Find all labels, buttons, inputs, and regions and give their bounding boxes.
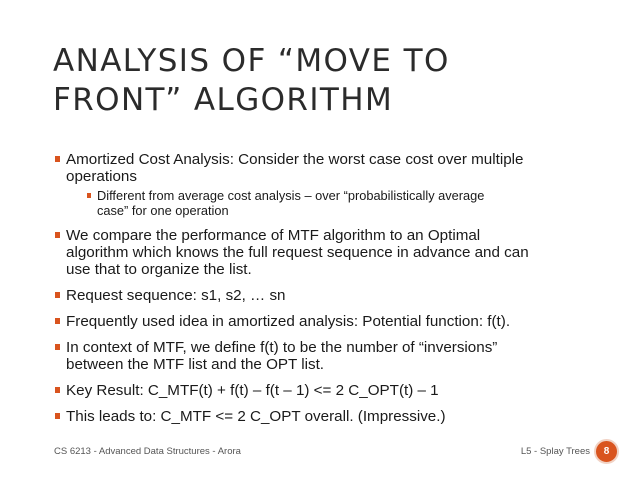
- bullet-key-result: Key Result: C_MTF(t) + f(t) – f(t – 1) <= 2 C_OPT(t) – 1: [53, 382, 613, 399]
- bullet-list: [53, 151, 613, 434]
- title-line-2: FRONT” ALGORITHM: [53, 82, 394, 118]
- sub-bullet-average-cost: Different from average cost analysis – over “probabilistically average case” for one operation: [85, 189, 613, 218]
- bullet-request-sequence: Request sequence: s1, s2, … sn: [53, 287, 613, 304]
- slide-title: [53, 42, 613, 120]
- bullet-potential-function: Frequently used idea in amortized analysis: Potential function: f(t).: [53, 313, 613, 330]
- title-line-1: ANALYSIS OF “MOVE TO: [53, 43, 450, 79]
- bullet-conclusion: This leads to: C_MTF <= 2 C_OPT overall. (Impressive.): [53, 408, 613, 425]
- bullet-amortized-cost: Amortized Cost Analysis: Consider the worst case cost over multiple operations Different from average cost analysis – over “probabilistically average case” for one operation: [53, 151, 613, 218]
- page-number-badge: 8: [594, 439, 619, 464]
- bullet-inversions: In context of MTF, we define f(t) to be the number of “inversions” between the MTF list and the OPT list.: [53, 339, 613, 373]
- bullet-compare-optimal: We compare the performance of MTF algorithm to an Optimal algorithm which knows the full request sequence in advance and can use that to organize the list.: [53, 227, 613, 278]
- footer-lecture: L5 - Splay Trees: [520, 446, 590, 457]
- footer-course: CS 6213 - Advanced Data Structures - Arora: [54, 446, 241, 457]
